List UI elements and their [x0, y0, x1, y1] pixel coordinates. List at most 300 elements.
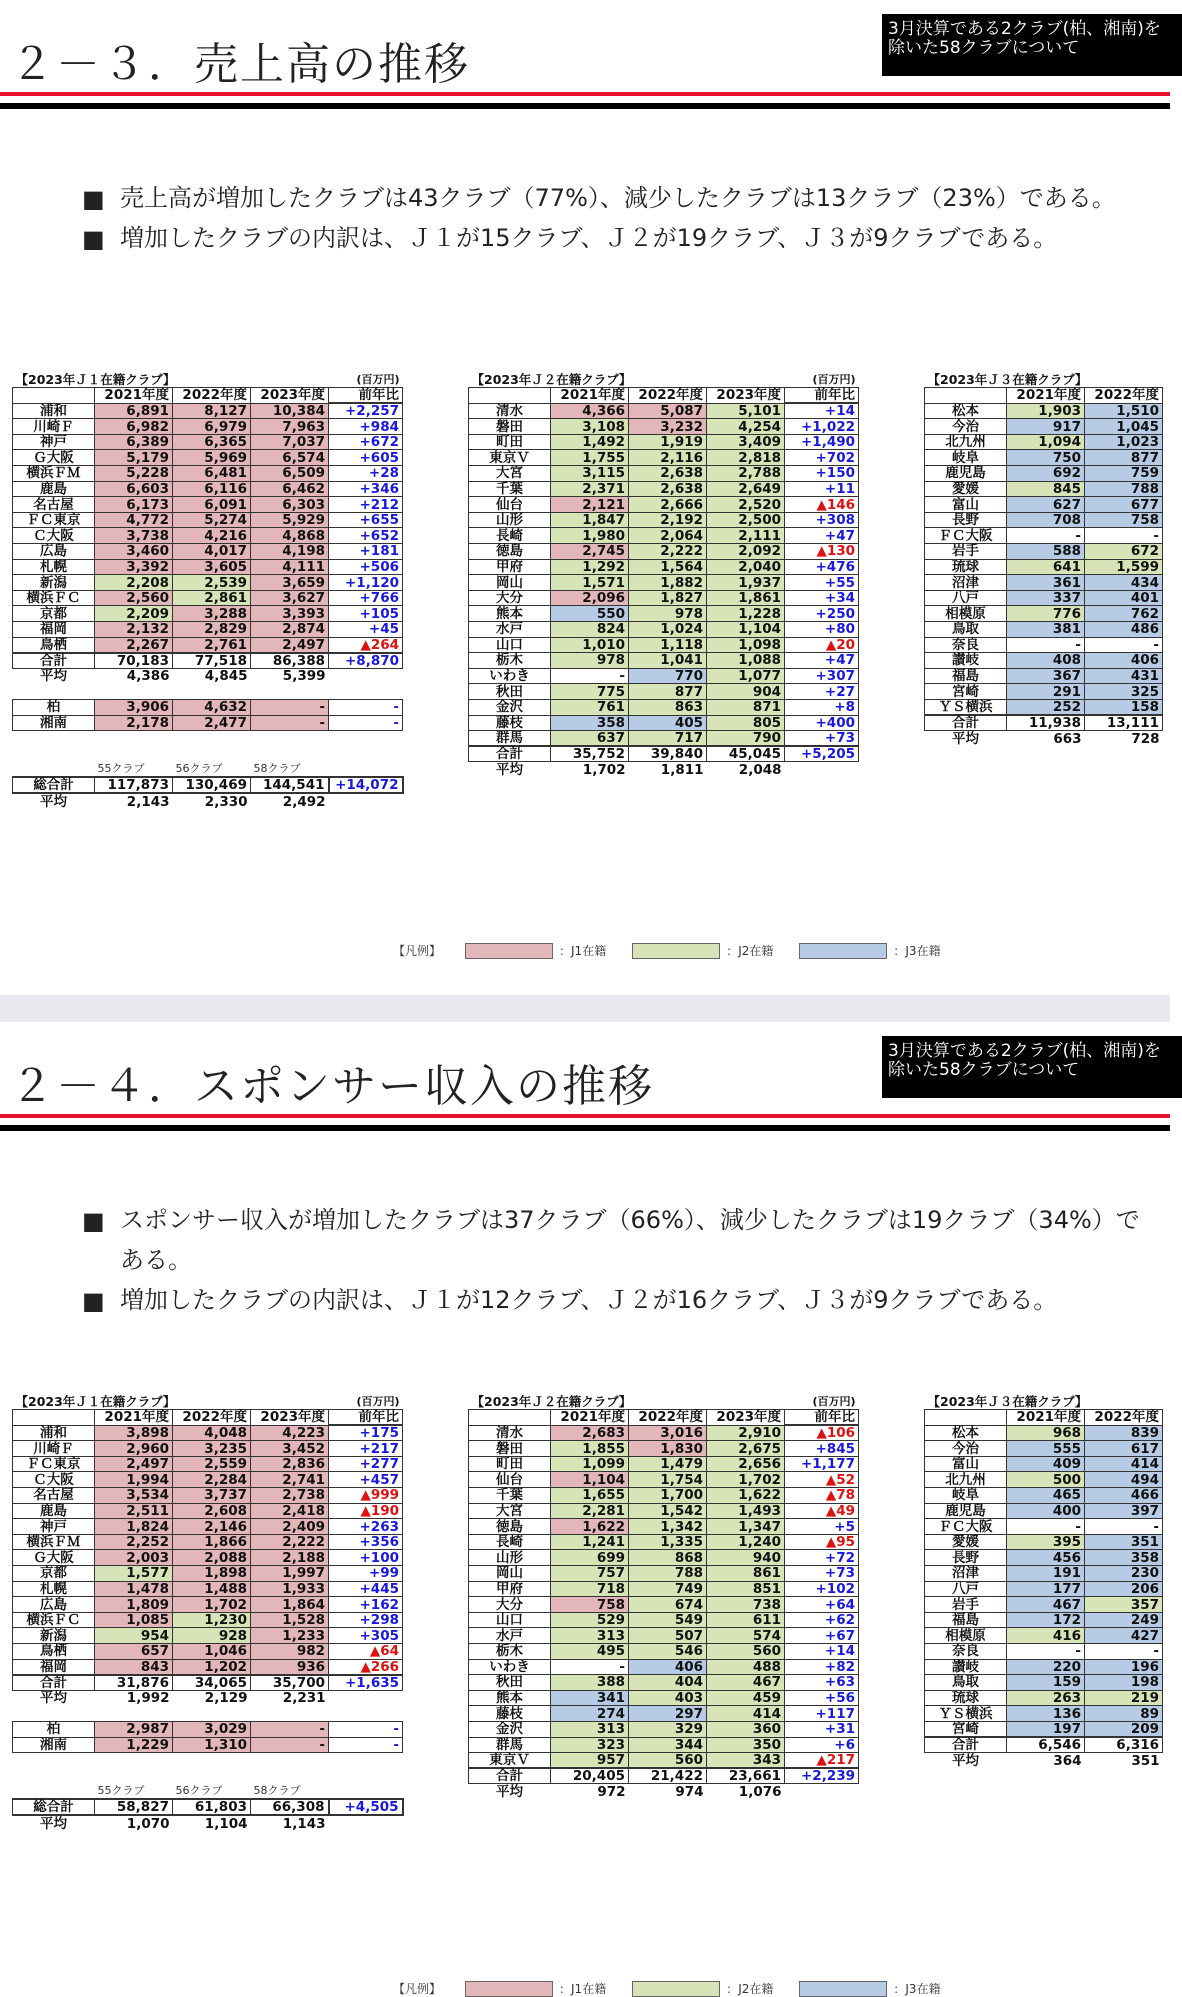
col-header: 2023年度: [251, 1410, 329, 1426]
table-cell: 198: [1085, 1675, 1163, 1691]
table-cell: 4,017: [173, 544, 251, 560]
table-cell: 172: [1007, 1612, 1085, 1628]
table-cell: Ｃ大阪: [13, 528, 95, 544]
table-cell: 928: [173, 1628, 251, 1644]
table-cell: 2,064: [629, 528, 707, 544]
table-cell: 神戸: [13, 434, 95, 450]
table-cell: 529: [551, 1612, 629, 1628]
table-cell: ▲217: [785, 1753, 859, 1769]
table-cell: 4,386: [126, 668, 170, 685]
table-cell: +984: [329, 419, 403, 435]
table-cell: 1,622: [551, 1519, 629, 1535]
count-label: 58クラブ: [253, 1784, 301, 1798]
legend-text: ：J2在籍: [726, 1982, 774, 1996]
table-cell: 401: [1085, 590, 1163, 606]
table-cell: 1,024: [629, 622, 707, 638]
table-cell: 愛媛: [925, 481, 1007, 497]
table-cell: 東京Ｖ: [469, 1753, 551, 1769]
table-cell: 1,094: [1007, 434, 1085, 450]
table-cell: 1,992: [126, 1690, 170, 1707]
table-cell: 728: [1131, 730, 1160, 747]
table-cell: 2,560: [95, 590, 173, 606]
table-cell: 2,738: [251, 1488, 329, 1504]
table-cell: +72: [785, 1550, 859, 1566]
table-cell: 水戸: [469, 1628, 551, 1644]
table-row: [925, 637, 1163, 653]
table-cell: 4,632: [173, 699, 251, 715]
table-cell: 1,347: [707, 1519, 785, 1535]
table-cell: 1,088: [707, 653, 785, 669]
table-row: [13, 1456, 403, 1472]
table-cell: 4,366: [551, 403, 629, 419]
table-cell: 甲府: [469, 1581, 551, 1597]
column-header-row: [469, 388, 859, 404]
table-cell: +672: [329, 434, 403, 450]
table-cell: 1,492: [551, 434, 629, 450]
table-cell: 京都: [13, 606, 95, 622]
table-cell: 徳島: [469, 1519, 551, 1535]
table-cell: 鳥栖: [13, 1644, 95, 1660]
table-cell: 1,861: [707, 590, 785, 606]
table-cell: 1,233: [251, 1628, 329, 1644]
col-header: 2023年度: [707, 1410, 785, 1426]
legend-text: ：J1在籍: [559, 944, 607, 958]
legend-text: ：J3在籍: [893, 944, 941, 958]
table-row: [13, 1597, 403, 1613]
table-cell: 968: [1007, 1425, 1085, 1441]
table-cell: 158: [1085, 699, 1163, 715]
table-cell: 5,228: [95, 466, 173, 482]
table-cell: 湘南: [13, 1737, 95, 1753]
col-header: 2023年度: [251, 388, 329, 404]
table-row: [469, 1566, 859, 1582]
j1-table: [12, 1394, 404, 1831]
bullet-item: [80, 218, 1116, 258]
table-row: [13, 1659, 403, 1675]
table-row: [925, 1550, 1163, 1566]
table-cell: -: [1085, 1644, 1163, 1660]
column-header-row: [13, 1410, 403, 1426]
table-cell: 2,745: [551, 544, 629, 560]
total-row: [13, 1675, 403, 1691]
table-cell: 沼津: [925, 575, 1007, 591]
table-row: [925, 622, 1163, 638]
table-cell: 416: [1007, 1628, 1085, 1644]
table-row: [13, 1425, 403, 1441]
table-cell: 相模原: [925, 1628, 1007, 1644]
table-cell: 平均: [952, 1752, 979, 1769]
table-cell: 1,478: [95, 1581, 173, 1597]
table-cell: 1,577: [95, 1566, 173, 1582]
table-cell: 総合計: [13, 777, 95, 793]
note-box: 3月決算である2クラブ(柏、湘南)を 除いた58クラブについて: [882, 14, 1182, 76]
table-row: [925, 466, 1163, 482]
table-cell: 395: [1007, 1534, 1085, 1550]
table-cell: +655: [329, 512, 403, 528]
table-cell: -: [1007, 1519, 1085, 1535]
average-row: [13, 1815, 403, 1831]
table-cell: 790: [707, 731, 785, 747]
table-cell: 鹿島: [13, 481, 95, 497]
table-cell: 平均: [40, 793, 67, 810]
table-cell: 397: [1085, 1503, 1163, 1519]
table-cell: +80: [785, 622, 859, 638]
table-cell: +150: [785, 466, 859, 482]
table-cell: 560: [629, 1753, 707, 1769]
table-cell: 738: [707, 1597, 785, 1613]
table-cell: 長野: [925, 512, 1007, 528]
table-cell: 2,192: [629, 512, 707, 528]
table-cell: 鹿児島: [925, 466, 1007, 482]
count-label: 58クラブ: [253, 762, 301, 776]
table-row: [469, 1721, 859, 1737]
table-cell: 仙台: [469, 1472, 551, 1488]
table-cell: 788: [629, 1566, 707, 1582]
table-cell: 長崎: [469, 528, 551, 544]
table-cell: +217: [329, 1441, 403, 1457]
table-cell: 2,132: [95, 622, 173, 638]
table-cell: 千葉: [469, 1488, 551, 1504]
bullet-list: [80, 1200, 1140, 1320]
table-cell: +175: [329, 1425, 403, 1441]
table-cell: 1,755: [551, 450, 629, 466]
total-row: [925, 715, 1163, 731]
table-cell: 130,469: [173, 777, 251, 793]
table-cell: 2,675: [707, 1441, 785, 1457]
table-cell: 鳥取: [925, 1675, 1007, 1691]
table-row: [469, 1425, 859, 1441]
table-cell: +5,205: [785, 746, 859, 762]
table-cell: 宮崎: [925, 1721, 1007, 1737]
table-cell: 861: [707, 1566, 785, 1582]
table-row: [925, 684, 1163, 700]
table-row: [469, 528, 859, 544]
table-cell: 144,541: [251, 777, 329, 793]
table-cell: 4,845: [204, 668, 248, 685]
table-row: [469, 715, 859, 731]
table-cell: 1,855: [551, 1441, 629, 1457]
table-cell: 2,874: [251, 622, 329, 638]
bullet-item: [80, 178, 1116, 218]
table-cell: +62: [785, 1612, 859, 1628]
table-cell: 758: [1085, 512, 1163, 528]
table-cell: 琉球: [925, 559, 1007, 575]
table-cell: +63: [785, 1675, 859, 1691]
table-cell: ▲78: [785, 1488, 859, 1504]
table-cell: 柏: [13, 699, 95, 715]
table-cell: +250: [785, 606, 859, 622]
j2-table: [468, 372, 859, 777]
table-cell: 1,599: [1085, 559, 1163, 575]
table-cell: 341: [551, 1690, 629, 1706]
table-cell: [13, 1706, 403, 1722]
table-cell: 長崎: [469, 1534, 551, 1550]
table-row: [469, 653, 859, 669]
table-cell: 富山: [925, 1456, 1007, 1472]
table-cell: 浦和: [13, 403, 95, 419]
table-row: [469, 1519, 859, 1535]
table-cell: 2,252: [95, 1534, 173, 1550]
table-cell: 新潟: [13, 575, 95, 591]
table-row: [13, 606, 403, 622]
table-cell: +346: [329, 481, 403, 497]
table-cell: 2,829: [173, 622, 251, 638]
table-cell: 名古屋: [13, 497, 95, 513]
table-cell: +400: [785, 715, 859, 731]
table-row: [469, 403, 859, 419]
table-cell: ▲264: [329, 637, 403, 653]
table-row: [469, 481, 859, 497]
table-cell: 718: [551, 1581, 629, 1597]
table-cell: 6,316: [1085, 1737, 1163, 1753]
table-cell: 2,477: [173, 715, 251, 731]
table-cell: 2,222: [629, 544, 707, 560]
table-cell: 磐田: [469, 1441, 551, 1457]
table-cell: 6,979: [173, 419, 251, 435]
table-row: [469, 1456, 859, 1472]
bullet-square-icon: ■: [82, 1207, 105, 1235]
total-row: [13, 653, 403, 669]
table-cell: 6,574: [251, 450, 329, 466]
table-cell: 2,003: [95, 1550, 173, 1566]
table-cell: 千葉: [469, 481, 551, 497]
table-cell: 1,228: [707, 606, 785, 622]
table-cell: 4,111: [251, 559, 329, 575]
table-cell: 692: [1007, 466, 1085, 482]
table-cell: 清水: [469, 1425, 551, 1441]
table-cell: 1,310: [173, 1737, 251, 1753]
table-cell: -: [251, 715, 329, 731]
table-cell: 351: [1085, 1534, 1163, 1550]
table-row: [925, 1425, 1163, 1441]
table-row: [13, 403, 403, 419]
table-cell: 978: [551, 653, 629, 669]
table-cell: 平均: [496, 761, 523, 778]
table-cell: [13, 1410, 95, 1426]
table-cell: 合計: [13, 1675, 95, 1691]
table-cell: 775: [551, 684, 629, 700]
table-cell: 2,146: [173, 1519, 251, 1535]
table-cell: 177: [1007, 1581, 1085, 1597]
table-cell: 新潟: [13, 1628, 95, 1644]
table-row: [469, 1581, 859, 1597]
table-cell: 3,738: [95, 528, 173, 544]
col-header: 前年比: [785, 388, 859, 404]
table-cell: 344: [629, 1737, 707, 1753]
table-cell: 山口: [469, 1612, 551, 1628]
table-cell: 313: [551, 1721, 629, 1737]
table-row: [925, 699, 1163, 715]
bullet-text: 増加したクラブの内訳は、Ｊ１が15クラブ、Ｊ２が19クラブ、Ｊ３が9クラブである。: [120, 224, 1058, 252]
table-row: [13, 544, 403, 560]
table-cell: +308: [785, 512, 859, 528]
table-cell: [13, 388, 95, 404]
table-cell: 平均: [40, 1815, 67, 1832]
table-cell: ▲146: [785, 497, 859, 513]
table-cell: 2,267: [95, 637, 173, 653]
table-cell: 406: [1085, 653, 1163, 669]
table-cell: 4,254: [707, 419, 785, 435]
title-rule-red: [0, 1114, 1170, 1118]
table-cell: 清水: [469, 403, 551, 419]
table-cell: 合計: [925, 715, 1007, 731]
table-cell: 770: [629, 668, 707, 684]
table-row: [925, 1597, 1163, 1613]
table-cell: 6,091: [173, 497, 251, 513]
table-cell: 湘南: [13, 715, 95, 731]
table-cell: 20,405: [551, 1768, 629, 1784]
table-cell: 465: [1007, 1488, 1085, 1504]
table-cell: 宮崎: [925, 684, 1007, 700]
total-row: [469, 746, 859, 762]
table-cell: 4,223: [251, 1425, 329, 1441]
unit-label: (百万円): [356, 1395, 400, 1409]
table-cell: +31: [785, 1721, 859, 1737]
col-header: 2022年度: [629, 1410, 707, 1426]
table-cell: 1,241: [551, 1534, 629, 1550]
table-cell: 2,608: [173, 1503, 251, 1519]
table-cell: 758: [551, 1597, 629, 1613]
col-header: 2022年度: [173, 1410, 251, 1426]
table-cell: 2,048: [738, 761, 782, 778]
table-caption: 【2023年Ｊ１在籍クラブ】: [15, 372, 176, 388]
title-rule-red: [0, 92, 1170, 96]
total-row: [925, 1737, 1163, 1753]
table-cell: 1,118: [629, 637, 707, 653]
table-row: [925, 1456, 1163, 1472]
table-cell: 2,492: [282, 793, 326, 810]
table-cell: 220: [1007, 1659, 1085, 1675]
table-row: [13, 419, 403, 435]
table-cell: +766: [329, 590, 403, 606]
table-cell: [13, 1753, 403, 1769]
table-cell: 4,198: [251, 544, 329, 560]
table-cell: 2,092: [707, 544, 785, 560]
table-cell: 2,559: [173, 1456, 251, 1472]
table-cell: 1,335: [629, 1534, 707, 1550]
table-cell: 34,065: [173, 1675, 251, 1691]
table-cell: 4,772: [95, 512, 173, 528]
col-header: 2021年度: [95, 388, 173, 404]
table-cell: 1,866: [173, 1534, 251, 1550]
table-row: [469, 684, 859, 700]
table-cell: -: [251, 699, 329, 715]
table-cell: ＦＣ東京: [13, 1456, 95, 1472]
table-cell: 2,371: [551, 481, 629, 497]
table-row: [13, 1581, 403, 1597]
table-cell: 1,994: [95, 1472, 173, 1488]
average-row: [13, 668, 403, 684]
table-cell: 1,564: [629, 559, 707, 575]
table-cell: 957: [551, 1753, 629, 1769]
table-cell: 甲府: [469, 559, 551, 575]
table-cell: 1,292: [551, 559, 629, 575]
table-cell: 637: [551, 731, 629, 747]
table-row: [469, 1534, 859, 1550]
table-cell: 159: [1007, 1675, 1085, 1691]
table-cell: +1,635: [329, 1675, 403, 1691]
table-cell: +212: [329, 497, 403, 513]
table-cell: 福岡: [13, 1659, 95, 1675]
table-cell: 1,510: [1085, 403, 1163, 419]
table-cell: 福岡: [13, 622, 95, 638]
table-cell: 313: [551, 1628, 629, 1644]
table-cell: 2,096: [551, 590, 629, 606]
table-cell: 5,274: [173, 512, 251, 528]
legend: [393, 1980, 967, 1997]
table-row: [13, 528, 403, 544]
slide-revenue: [0, 0, 1170, 995]
table-row: [925, 419, 1163, 435]
table-cell: 1,919: [629, 434, 707, 450]
table-cell: 1,702: [173, 1597, 251, 1613]
table-cell: 琉球: [925, 1690, 1007, 1706]
table-cell: +14: [785, 403, 859, 419]
legend-text: ：J1在籍: [559, 1982, 607, 1996]
note-box: 3月決算である2クラブ(柏、湘南)を 除いた58クラブについて: [882, 1036, 1182, 1098]
table-cell: 219: [1085, 1690, 1163, 1706]
table-cell: 1,898: [173, 1566, 251, 1582]
table-cell: 197: [1007, 1721, 1085, 1737]
table-cell: 6,365: [173, 434, 251, 450]
table-cell: 磐田: [469, 419, 551, 435]
total-row: [469, 1768, 859, 1784]
table-row: [13, 497, 403, 513]
table-cell: ＦＣ東京: [13, 512, 95, 528]
table-row: [469, 1737, 859, 1753]
table-cell: 神戸: [13, 1519, 95, 1535]
table-cell: +1,490: [785, 434, 859, 450]
table-cell: 337: [1007, 590, 1085, 606]
table-cell: -: [251, 1737, 329, 1753]
table-cell: 1,827: [629, 590, 707, 606]
table-cell: 136: [1007, 1706, 1085, 1722]
table-cell: 3,029: [173, 1721, 251, 1737]
table-cell: 414: [1085, 1456, 1163, 1472]
table-cell: -: [551, 1659, 629, 1675]
table-cell: 3,898: [95, 1425, 173, 1441]
table-cell: 1,847: [551, 512, 629, 528]
table-cell: 6,173: [95, 497, 173, 513]
table-cell: 871: [707, 699, 785, 715]
table-row: [469, 1503, 859, 1519]
table-cell: 3,452: [251, 1441, 329, 1457]
table-cell: 972: [597, 1783, 626, 1800]
table-cell: 柏: [13, 1721, 95, 1737]
table-cell: 2,088: [173, 1550, 251, 1566]
table-row: [13, 1503, 403, 1519]
table-cell: 467: [1007, 1597, 1085, 1613]
table-row: [925, 1721, 1163, 1737]
table-row: [469, 1628, 859, 1644]
table-cell: 3,605: [173, 559, 251, 575]
table-cell: 1,754: [629, 1472, 707, 1488]
table-cell: -: [1007, 528, 1085, 544]
table-cell: 熊本: [469, 1690, 551, 1706]
table-cell: 合計: [469, 1768, 551, 1784]
table-cell: [13, 746, 403, 762]
table-cell: 東京Ｖ: [469, 450, 551, 466]
table-cell: 403: [629, 1690, 707, 1706]
table-cell: 388: [551, 1675, 629, 1691]
table-row: [13, 1612, 403, 1628]
table-cell: 627: [1007, 497, 1085, 513]
table-row: [13, 450, 403, 466]
table-cell: 546: [629, 1644, 707, 1660]
table-cell: 1,041: [629, 653, 707, 669]
table-cell: 1,528: [251, 1612, 329, 1628]
table-cell: 相模原: [925, 606, 1007, 622]
